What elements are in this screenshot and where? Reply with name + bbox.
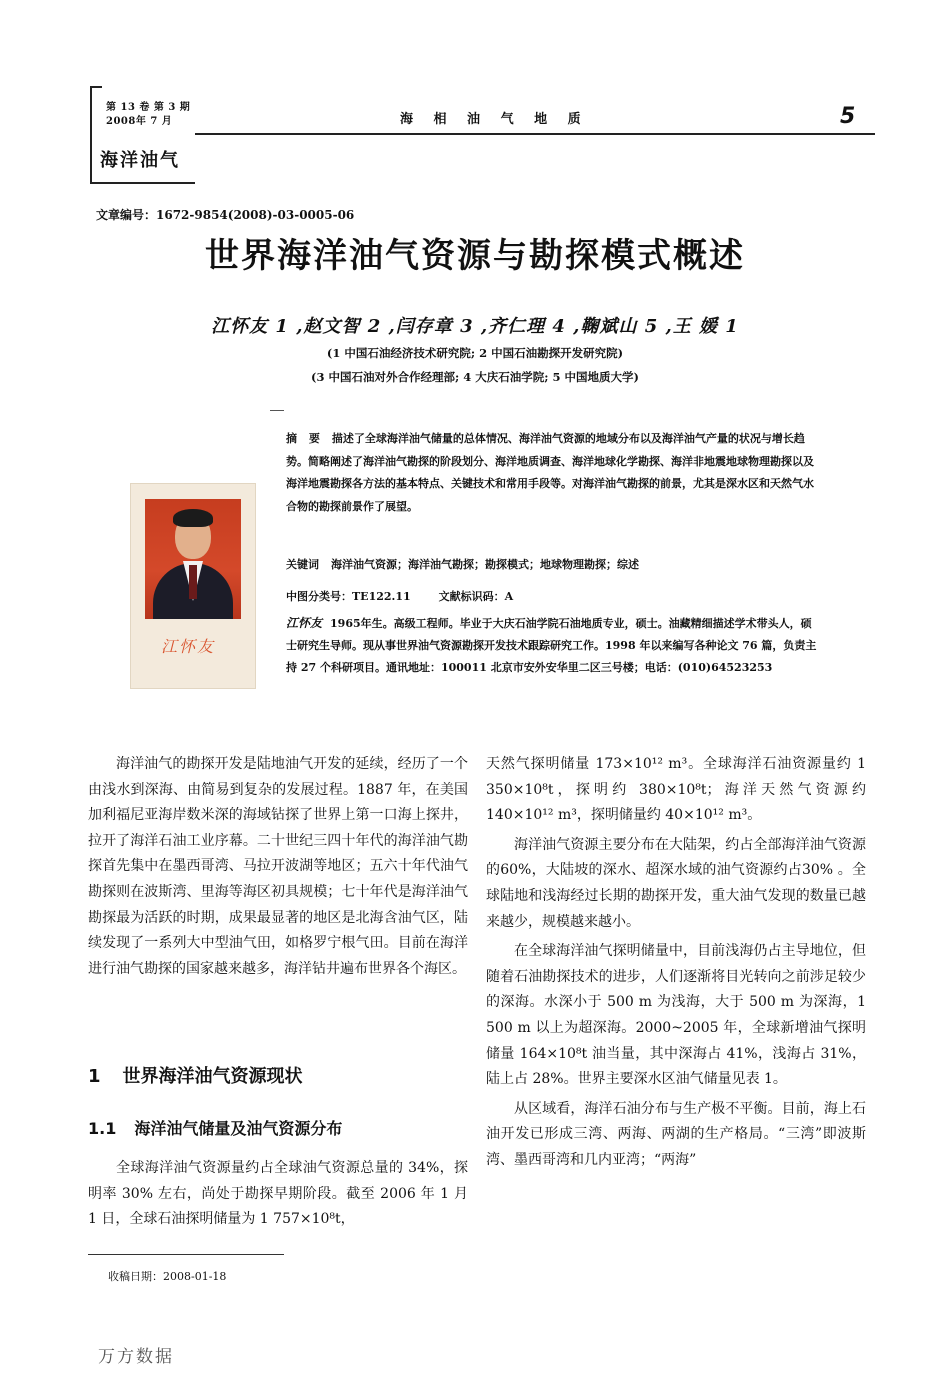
paragraph-deepwater: 在全球海洋油气探明储量中，目前浅海仍占主导地位，但随着石油勘探技术的进步，人们逐渐将目光转向之前涉足较少的深海。水深小于 500 m 为浅海，大于 500 m 为深海，1 500 m 以上为超深海。2000~2005 年，全球新增油气探明储量 164×10⁸t 油当量，其中深海占 41%，浅海占 31%，陆上占 28%。世界主要深水区油气储量见表 1。 <box>486 943 866 1088</box>
paper-title: 世界海洋油气资源与勘探模式概述 <box>205 236 745 276</box>
section-1-1-paragraph: 全球海洋油气资源量约占全球油气资源总量的 34%，探明率 30% 左右，尚处于勘探早期阶段。截至 2006 年 1 月 1 日，全球石油探明储量为 1 757×10⁸t， <box>88 1160 468 1228</box>
section-1-heading <box>88 1062 303 1088</box>
paragraph-regional: 从区域看，海洋石油分布与生产极不平衡。目前，海上石油开发已形成三湾、两海、两湖的生产格局。“三湾”即波斯湾、墨西哥湾和几内亚湾；“两海” <box>486 1100 866 1168</box>
section-1-1-heading <box>88 1116 342 1139</box>
affiliation-line-1: (1 中国石油经济技术研究院; 2 中国石油勘探开发研究院) <box>326 346 624 360</box>
received-date: 收稿日期：2008-01-18 <box>108 1270 227 1283</box>
article-number: 文章编号：1672-9854(2008)-03-0005-06 <box>96 208 355 222</box>
author-list: 江怀友 1 ,赵文智 2 ,闫存章 3 ,齐仁理 4 ,鞠斌山 5 ,王 媛 1 <box>211 316 739 337</box>
body-left-column-lower <box>88 1156 468 1233</box>
section-1-title: 世界海洋油气资源现状 <box>122 1066 303 1087</box>
author-portrait <box>145 499 241 619</box>
paragraph-distribution: 海洋油气资源主要分布在大陆架，约占全部海洋油气资源的60%，大陆坡的深水、超深水域的油气资源约占30% 。全球陆地和浅海经过长期的勘探开发，重大油气发现的数量已越来越少，规模越来越小。 <box>486 836 866 930</box>
classification <box>286 588 513 604</box>
affiliation-line-2: (3 中国石油对外合作经理部; 4 大庆石油学院; 5 中国地质大学) <box>311 370 639 384</box>
volume-issue: 第 13 卷 第 3 期 <box>106 102 191 113</box>
section-1-1-number: 1.1 <box>88 1119 117 1138</box>
journal-mark: 海洋油气 <box>100 150 180 171</box>
doc-code-value: A <box>504 590 514 603</box>
clc-label: 中图分类号： <box>286 590 352 603</box>
body-left-column <box>88 752 468 982</box>
section-1-1-title: 海洋油气储量及油气资源分布 <box>134 1119 343 1138</box>
vol-box-left-rule <box>90 86 92 184</box>
intro-paragraph: 海洋油气的勘探开发是陆地油气开发的延续，经历了一个由浅水到深海、由简易到复杂的发展过程。1887 年，在美国加利福尼亚海岸数米深的海域钻探了世界上第一口海上探井，拉开了海洋石油工业序幕。二十世纪三四十年代的海洋油气勘探首先集中在墨西哥湾、马拉开波湖等地区；五六十年代油气勘探则在波斯湾、里海等海区初具规模；七十年代是海洋油气勘探最为活跃的时期，成果最显著的地区是北海含油气区，陆续发现了一系列大中型油气田，如格罗宁根气田。目前在海洋进行油气勘探的国家越来越多，海洋钻井遍布世界各个海区。 <box>88 756 468 977</box>
doc-code-label: 文献标识码： <box>438 590 505 603</box>
vol-box-bottom-rule <box>90 182 195 184</box>
abstract-label: 摘 要 <box>286 432 324 445</box>
running-title: 海 相 油 气 地 质 <box>400 112 589 127</box>
wanfang-watermark: 万方数据 <box>98 1347 174 1367</box>
divider-mark <box>270 410 284 411</box>
keywords-text: 海洋油气资源；海洋油气勘探；勘探模式；地球物理勘探；综述 <box>331 558 639 571</box>
continued-paragraph: 天然气探明储量 173×10¹² m³。全球海洋石油资源量约 1 350×10⁸t，探明约 380×10⁸t；海洋天然气资源约 140×10¹² m³，探明储量约 40×10¹² m³。 <box>486 756 866 824</box>
footnote-rule <box>88 1254 284 1255</box>
author-bio <box>286 612 820 679</box>
page-number: 5 <box>840 104 856 129</box>
abstract-text: 描述了全球海洋油气储量的总体情况、海洋油气资源的地域分布以及海洋油气产量的状况与增长趋势。简略阐述了海洋油气勘探的阶段划分、海洋地质调查、海洋地球化学勘探、海洋非地震地球物理勘探以及海洋地震勘探各方法的基本特点、关键技术和常用手段等。对海洋油气勘探的前景，尤其是深水区和天然气水合物的勘探前景作了展望。 <box>286 432 814 513</box>
abstract <box>286 428 820 518</box>
author-photo-frame <box>130 483 256 689</box>
clc-value: TE122.11 <box>352 590 411 603</box>
bio-text: 1965年生。高级工程师。毕业于大庆石油学院石油地质专业，硕士。油藏精细描述学术带头人，硕士研究生导师。现从事世界油气资源勘探开发技术跟踪研究工作。1998 年以来编写各种论文 76 篇，负责主持 27 个科研项目。通讯地址：100011 北京市安外安华里二区三号楼；电话：(010)64523253 <box>286 617 817 674</box>
bio-name: 江怀友 <box>286 616 323 630</box>
keywords-label: 关键词 <box>286 558 319 571</box>
body-right-column <box>486 752 866 1178</box>
issue-date: 2008年 7 月 <box>106 116 173 127</box>
volume-box <box>90 86 195 184</box>
section-1-number: 1 <box>88 1066 101 1087</box>
keywords <box>286 556 820 572</box>
header-rule <box>195 133 875 135</box>
photo-signature: 江怀友 <box>161 637 216 656</box>
